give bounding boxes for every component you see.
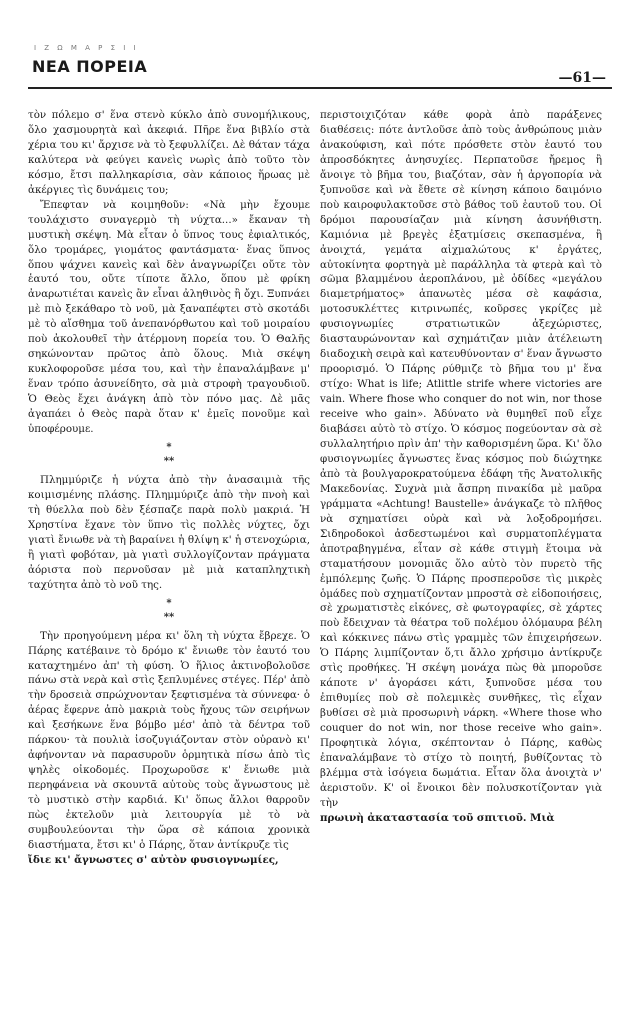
section-break: * ** (163, 441, 175, 467)
page-number: —61— (558, 70, 606, 86)
right-column (320, 108, 602, 826)
paragraph: τὸν πόλεμο σ' ἕνα στενὸ κύκλο ἀπὸ συνομήλικους, ὅλο χασμουρητὰ καὶ ἀκεφιά. Πῆρε ἕνα βιβλίο στὰ χέρια του κι' ἄρχισε νὰ τὸ ξεφυλλίζει. Δὲ θάταν τάχα καλύτερα νὰ φεύγει κανεὶς νωρὶς ἀπὸ τοῦτο τὸν κόσμο, ἔτσι παλληκαρίσια, σὰν κάποιος ἥρωας μὲ ἀκέργιες τὶς δυνάμεις του; (28, 109, 310, 196)
paragraph: Ἔπεφταν νὰ κοιμηθοῦν: «Νὰ μὴν ἔχουμε τουλάχιστο συναγερμὸ τὴ νύχτα...» ἔκαναν τὴ μυστικὴ σκέψη. Μὰ εἶταν ὁ ὕπνος τους ἐφιαλτικός, ὅλο τρομάρες, γιομάτος φαντάσματα· ἕνας ὕπνος ὅπου ψάχνει κανεὶς καὶ δὲν ἀναγνωρίζει οὔτε τὸν ἑαυτό του, οὔτε τίποτε ἄλλο, ὅπου μὲ φρίκη ἀναρωτιέται κανεὶς ἂν εἶναι ἀληθινὸς ἢ ὄχι. Ξυπνάει μὲ πιὸ ξεκάθαρο τὸ νοῦ, μὰ ξαναπέφτει στὸ σκοτάδι μὲ τὸ αἴσθημα τοῦ ἀνεπανόρθωτου καὶ τοῦ μοιραίου ποὺ ἀκολουθεῖ τὴν ἀτέρμονη πορεία του. Ὁ Θαλῆς σηκώνονταν πρῶτος ἀπὸ ὅλους. Μιὰ σκέψη κυκλοφοροῦσε μέσα του, καὶ τὴν ἐπαναλάμβανε μ' ἕναν τρόπο ἀσυνείδητο, σὰ μιὰ στροφὴ τραγουδιοῦ. Ὁ Θεὸς ἔχει ἀνάγκη ἀπὸ τὸν πόνο μας. Δὲ μᾶς ἀγαπάει ὁ Θεὸς παρὰ ὅταν κ' ἐμεῖς πονοῦμε καὶ ὑποφέρουμε. (28, 198, 310, 436)
page-header (28, 44, 612, 94)
left-column (28, 108, 310, 868)
paragraph-bold-end: πρωινὴ ἀκαταστασία τοῦ σπιτιοῦ. Μιὰ (320, 811, 555, 824)
paragraph-bold-end: ἴδιε κι' ἄγνωστες σ' αὐτὸν φυσιογνωμίες, (28, 853, 279, 866)
section-break: * ** (163, 597, 175, 623)
publication-title: ΝΕΑ ΠΟΡΕΙΑ (32, 57, 148, 76)
paragraph: περιστοιχιζόταν κάθε φορὰ ἀπὸ παράξενες διαθέσεις: πότε ἀντλοῦσε ἀπὸ τοὺς ἀνθρώπους μιὰν ἀνακούφιση, καὶ πότε πρόσθετε στὸν ἑαυτό του ἀπροσδόκητες ἀνησυχίες. Περπατοῦσε ἤρεμος ἢ ἄνοιγε τὸ βῆμα του, βιαζόταν, σὰν ἡ ἀργοπορία νὰ ξυπνοῦσε καὶ νὰ ἔθετε σὲ κίνηση κάποιο δαιμόνιο ποὺ καιροφυλακτοῦσε στὸ βάθος τοῦ ἑαυτοῦ του. Οἱ δρόμοι παρουσίαζαν μιὰ κίνηση ἀσυνήθιστη. Καμιόνια μὲ βρεγὲς ἐξατμίσεις σκεπασμένα, ἢ ἀνοιχτά, γεμάτα αἰχμαλώτους κ' ἐργάτες, αὐτοκίνητα φορτηγὰ μὲ παράλληλα τὰ φτερὰ καὶ τὸ σῶμα βλαμμένου ἀεροπλάνου, μὲ ὁδίδες «μεγάλου διαμετρήματος» ἁπανωτὲς μέσα σὲ καφάσια, μοτοσυκλέττες κιτρινωπές, κοῦρσες γκρίζες μὲ φυσιογνωμίες στρατιωτικῶν ἀξεχώριστες, διασταυρώνονταν καὶ σχημάτιζαν μιὰν ἀτέλειωτη διαδοχικὴ σειρὰ καὶ κατευθύνονταν σ' ἕναν ἄγνωστο προορισμό. Ὁ Πάρης ρύθμιζε τὸ βῆμα του μ' ἕνα στίχο: What is life; Atlittle strife where victories are vain. Where fhose who conquer do not win, nor those receive who gain». Ἀδύνατο νὰ θυμηθεῖ ποῦ εἶχε διαβάσει αὐτὸ τὸ στίχο. Ὁ κόσμος ποgεύονταν σὰ σὲ συλλαλητήριο πρὶν ἀπ' τὴν καθορισμένη ὥρα. Κι' ὅλο φυσιογνωμίες ἄγνωστες ἕνας κόσμος ποὺ διώχτηκε ἀπὸ τὰ βουλγαροκρατούμενα ἐδάφη τῆς Ἀνατολικῆς Μακεδονίας. Συχνὰ μιὰ ἄσπρη πινακίδα μὲ μαῦρα γράμματα «Achtung! Baustelle» ἀνάγκαζε τὸ πλῆθος νὰ σχηματίσει οὐρὰ καὶ νὰ λοξοδρομήσει. Σιδηροδοκοὶ ἀσδεστωμένοι καὶ συρματοπλέγματα ἀποτραβηγμένα, εἶταν σὲ κάθε στιγμὴ ἕτοιμα νὰ σταματήσουν μονομιᾶς ὅλο αὐτὸ τὸν πυρετὸ τῆς ἐμπόλεμης ζωῆς. Ὁ Πάρης προσπεροῦσε τὶς μικρὲς ὁμάδες ποὺ σχηματίζονταν μπροστὰ σὲ εἰδοποιήσεις, σὲ χρωματιστὲς εἰκόνες, σὲ φωτογραφίες, σὲ χάρτες ποὺ ἔδειχναν τὰ θέατρα τοῦ πολέμου ὁλόμαυρα βέλη καὶ κόκκινες πάνω στὶς γραμμὲς τῶν ἐπιχειρήσεων. Ὁ Πάρης λιμπίζονταν ὅ,τι ἄλλο χρήσιμο ἀντίκρυζε στὶς προθήκες. Ἡ σκέψη μονάχα πὼς θὰ μποροῦσε κάποτε ν' ἀγοράσει κάτι, ξυπνοῦσε μέσα του ἐπιθυμίες ποὺ σὲ πολεμικὲς συνθῆκες, τὶς εἶχαν βυθίσει σὲ μιὰ προσωρινὴ νάρκη. «Where those who couquer do not win, nor those receive who gain». Προφητικὰ λόγια, σκέπτονταν ὁ Πάρης, καθὼς ἐπαναλάμβανε τὸ στίχο τὸ ποιητή, βυθίζοντας τὸ βλέμμα στὰ ἰσόγεια δωμάτια. Εἶταν ὅλα ἀνοιχτὰ ν' ἀεριστοῦν. Κ' οἱ ἔνοικοι δὲν πολυσκοτίζονταν γιὰ τὴν (320, 109, 602, 809)
header-tiny-text: Ι Ζ Ω Μ Α Ρ Σ Ι Ι (34, 44, 139, 52)
paragraph: Πλημμύριζε ἡ νύχτα ἀπὸ τὴν ἀνασαιμιὰ τῆς κοιμισμένης πλάσης. Πλημμύριζε ἀπὸ τὴν πνοὴ καὶ τὴ θύελλα ποὺ δὲν ξέσπαζε παρὰ πολὺ μακριά. Ἡ Χρηστίνα ἔχανε τὸν ὕπνο τὶς πολλὲς νύχτες, ὄχι γιατὶ ἔνιωθε νὰ τὴ βαραίνει ἡ θλίψη κ' ἡ στενοχώρια, ἢ γιατὶ φοβόταν, μὰ γιατὶ συλλογίζονταν πράγματα ἀόριστα ποὺ περνοῦσαν μὲ μιὰ καταπληχτικὴ ταχύτητα ἀπὸ τὸ νοῦ της. (28, 473, 310, 591)
header-rule (28, 87, 612, 89)
paragraph: Τὴν προηγούμενη μέρα κι' ὅλη τὴ νύχτα ἔβρεχε. Ὁ Πάρης κατέβαινε τὸ δρόμο κ' ἔνιωθε τὸν ἑαυτό του καταχτημένο ἀπ' τὴ φύση. Ὁ ἥλιος ἀκτινοβολοῦσε πάνω στὰ νερὰ καὶ στὶς ξεπλυμένες στέγες. Πέρ' ἀπὸ τὴν δροσειὰ σπρώχνονταν ξεφτισμένα τὰ σύννεφα· ὁ ἀέρας ἔφερνε ἀπὸ μακριὰ τοὺς ἤχους τῶν σειρήνων καὶ ξεσήκωνε ἕνα βόμβο μέσ' ἀπὸ τὰ δέντρα τοῦ πάρκου· τὰ πουλιὰ ἰσοζυγιάζονταν στὸν οὐρανὸ κι' ἀφήνονταν νὰ παρασυροῦν ὁρμητικὰ πίσω ἀπὸ τὶς ψηλὲς οἰκοδομές. Προχωροῦσε κ' ἔνιωθε μιὰ περηφάνεια νὰ σκουντᾶ αὐτοὺς τοὺς ἄγνωστους μὲ τὸ μυστικὸ στὴν καρδιά. Κι' ὅπως ἄλλοι θαρροῦν πὼς ἐκτελοῦν μιὰ λειτουργία μὲ τὸ νὰ συμβουλεύονται τὴν ὥρα σὲ κάποια χρονικὰ διαστήματα, ἔτσι κι' ὁ Πάρης, ὅταν ἀντίκρυζε τὶς (28, 629, 310, 851)
